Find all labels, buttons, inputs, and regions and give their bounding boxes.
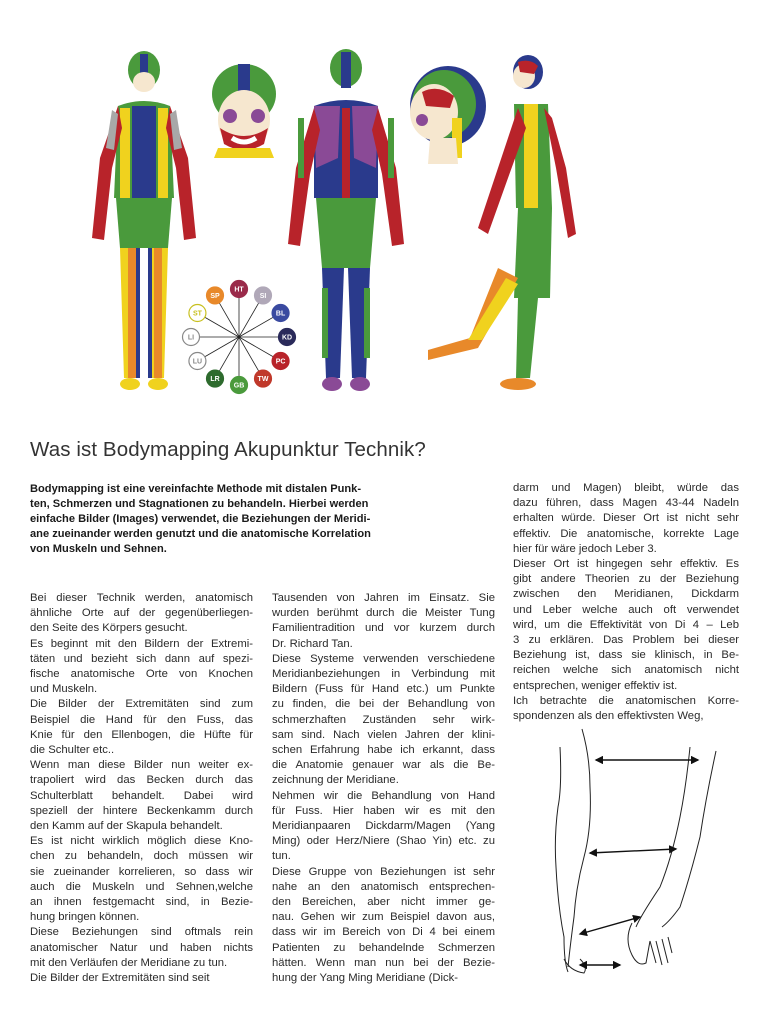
body-text-line: den Seite des Körpers gesucht.: [30, 622, 188, 635]
page-title: Was ist Bodymapping Akupunktur Technik?: [30, 438, 426, 461]
body-text-line: Es beginnt mit den Bildern der Extremi-: [30, 637, 253, 650]
body-text-line: Familientradition und vor kurzem durch: [272, 622, 495, 635]
wheel-node-gb: [231, 377, 248, 394]
body-text-line: gibt andere Theorien zu der Beziehung: [513, 573, 739, 586]
wheel-node-sp: [207, 287, 224, 304]
body-text-line: mit den Verläufen der Meridiane zu tun.: [30, 956, 228, 969]
lead-line: ane zueinander werden genutzt und die anatomische Korrelation: [30, 528, 371, 541]
back-body-figure: [288, 49, 404, 391]
body-text-line: anatomischer Natur und haben nichts: [30, 941, 253, 954]
body-text-line: und Leber welche auch oft verwendet: [513, 603, 739, 616]
body-text-line: hätten. Wenn man nun bei der Bezie-: [272, 956, 495, 969]
body-text-line: zwischen den Meridianen, Dickdarm: [513, 588, 739, 601]
body-text-line: Wenn man diese Bilder nun weiter ex-: [30, 759, 253, 772]
body-text-line: Ich betrachte die anatomischen Korre-: [513, 694, 739, 707]
body-text-line: schmerzhaften Zuständen sehr wirk-: [272, 713, 495, 726]
text-column-1: [30, 591, 253, 986]
wheel-label: LR: [210, 376, 220, 384]
body-text-line: Tausenden von Jahren im Einsatz. Sie: [272, 592, 495, 604]
wheel-label: KD: [281, 334, 293, 342]
lead-line: ten, Schmerzen und Stagnationen zu behandeln. Hierbei werden: [30, 498, 369, 511]
body-text-line: darm und Magen) bleibt, würde das: [513, 482, 739, 494]
body-text-line: Schulterblatt behandelt. Dabei wird: [30, 789, 253, 802]
lead-paragraph: [30, 482, 405, 557]
wheel-node-kd: [279, 329, 296, 346]
wheel-label: PC: [275, 358, 286, 366]
wheel-node-lr: [207, 370, 224, 387]
wheel-label: TW: [257, 376, 269, 384]
wheel-label: BL: [275, 310, 286, 318]
body-text-line: an ihnen festgemacht sind, in Bezie-: [30, 896, 253, 909]
wheel-node-li: [183, 329, 200, 346]
text-column-2: [272, 591, 495, 986]
body-text-line: reichen welche sich anatomisch nicht: [513, 664, 739, 677]
lead-line: Bodymapping ist eine vereinfachte Methode mit distalen Punk-: [30, 483, 362, 495]
body-text-line: nahe an den anatomisch entsprechen-: [272, 880, 495, 893]
wheel-node-si: [255, 287, 272, 304]
wheel-node-lu: [189, 353, 206, 370]
wheel-label: LI: [187, 334, 195, 342]
front-body-figure: [92, 51, 196, 390]
body-text-line: Patienten zu behandelnde Schmerzen: [272, 941, 495, 954]
side-head-figure: [410, 66, 486, 164]
wheel-node-bl: [272, 305, 289, 322]
text-column-3: [513, 481, 739, 724]
body-text-line: Dieser Ort ist hingegen sehr effektiv. Es: [513, 558, 739, 571]
body-text-line: trapoliert wird das Becken durch das: [30, 774, 253, 787]
body-text-line: zeichnung der Meridiane.: [272, 774, 399, 787]
body-text-line: fische anatomische Orte von Knochen: [30, 668, 253, 681]
body-text-line: sie zueinander korrelieren, so dass wir: [30, 865, 253, 878]
body-text-line: Diese Gruppe von Beziehungen ist sehr: [272, 865, 495, 878]
wheel-label: SI: [259, 293, 267, 301]
body-text-line: hier für wäre jedoch Leber 3.: [513, 542, 657, 555]
lead-line: einfache Bilder (Images) verwendet, die Beziehungen der Meridi-: [30, 513, 371, 526]
body-text-line: Beispiel die Hand für den Fuss, das: [30, 713, 253, 726]
body-text-line: zu finden, die bei der Behandlung von: [272, 698, 495, 711]
wheel-label: GB: [233, 382, 245, 390]
body-text-line: Diese Systeme verwenden verschiedene: [272, 652, 495, 665]
wheel-label: SP: [210, 293, 220, 301]
body-text-line: entsprechen, weniger effektiv ist.: [513, 679, 678, 692]
body-text-line: und Muskeln.: [30, 683, 98, 696]
wheel-node-ht: [231, 281, 248, 298]
body-text-line: Nehmen wir die Behandlung von Hand: [272, 789, 495, 802]
meridian-wheel: [183, 281, 296, 394]
wheel-node-pc: [272, 353, 289, 370]
meridian-body-map-figure: [78, 48, 608, 410]
body-text-line: Bildern (Fuss für Hand etc.) um Punkte: [272, 683, 495, 696]
body-text-line: dass wir im Bereich von Di 4 bei einem: [272, 926, 495, 939]
body-text-line: wird, um die Effektivität von Di 4 – Leb: [513, 618, 739, 631]
wheel-node-tw: [255, 370, 272, 387]
body-text-line: die Anatomie genauer war als die Be-: [272, 759, 495, 772]
body-text-line: Bei dieser Technik werden, anatomisch: [30, 592, 253, 604]
wheel-label: HT: [234, 286, 244, 294]
body-text-line: erhalten würde. Dieser Ort ist nicht sehr: [513, 512, 739, 525]
face-figure: [212, 64, 276, 158]
body-text-line: Meridianpaaren Dickdarm/Magen (Yang: [272, 820, 495, 833]
body-text-line: Meridianbeziehungen in Verbindung mit: [272, 668, 495, 681]
body-text-line: spondenzen als den effektivsten Weg,: [513, 710, 704, 723]
body-text-line: tun.: [272, 850, 291, 863]
body-text-line: dazu führen, dass Magen 43-44 Nadeln: [513, 497, 739, 510]
body-text-line: hung bringen können.: [30, 911, 140, 924]
body-text-line: speziell der hintere Beckenkamm durch: [30, 804, 253, 817]
body-text-line: Diese Beziehungen sind oftmals rein: [30, 926, 253, 939]
body-text-line: den Bereichen, aber nicht immer ge-: [272, 896, 495, 909]
wheel-node-st: [189, 305, 206, 322]
body-text-line: Knie für den Ellenbogen, die Hüfte für: [30, 728, 253, 741]
body-text-line: effektiv. Die anatomische, korrekte Lage: [513, 527, 739, 540]
body-text-line: für Fuss. Hier haben wir es mit den: [272, 804, 495, 817]
wheel-label: ST: [192, 310, 202, 318]
body-text-line: Die Bilder der Extremitäten sind zum: [30, 698, 253, 711]
body-text-line: nau. Gehen wir zum Beispiel davon aus,: [272, 911, 495, 924]
body-text-line: ähnliche Orte auf der gegenüberliegen-: [30, 607, 253, 620]
body-text-line: täten und bezieht sich dann auf spezi-: [30, 652, 253, 665]
body-text-line: Die Bilder der Extremitäten sind seit: [30, 972, 210, 985]
lead-line: von Muskeln und Sehnen.: [30, 543, 167, 556]
body-text-line: auch die Muskeln und Sehnen,welche: [30, 880, 253, 893]
body-text-line: die Schulter etc..: [30, 744, 115, 757]
body-text-line: Ming) oder Herz/Niere (Shao Yin) etc. zu: [272, 835, 495, 848]
arm-leg-correspondence-illustration: [540, 727, 745, 977]
body-text-line: den Kamm auf der Skapula behandelt.: [30, 820, 223, 833]
wheel-label: LU: [192, 358, 203, 366]
body-text-line: 3 zu erklären. Das Problem bei dieser: [513, 634, 739, 647]
body-text-line: sam sind. Nach vielen Jahren der klini-: [272, 728, 495, 741]
body-text-line: Es ist nicht wirklich möglich diese Kno-: [30, 835, 253, 848]
body-text-line: hung der Yang Ming Meridiane (Dick-: [272, 972, 459, 985]
body-text-line: Dr. Richard Tan.: [272, 637, 353, 650]
body-text-line: wurden berühmt durch die Meister Tung: [272, 607, 495, 620]
body-text-line: chen zu behandeln, doch müssen wir: [30, 850, 253, 863]
body-text-line: schen Erfahrung habe ich erkannt, dass: [272, 744, 495, 757]
body-text-line: Beziehung ist, dass sie klinisch, in Be-: [513, 649, 739, 662]
